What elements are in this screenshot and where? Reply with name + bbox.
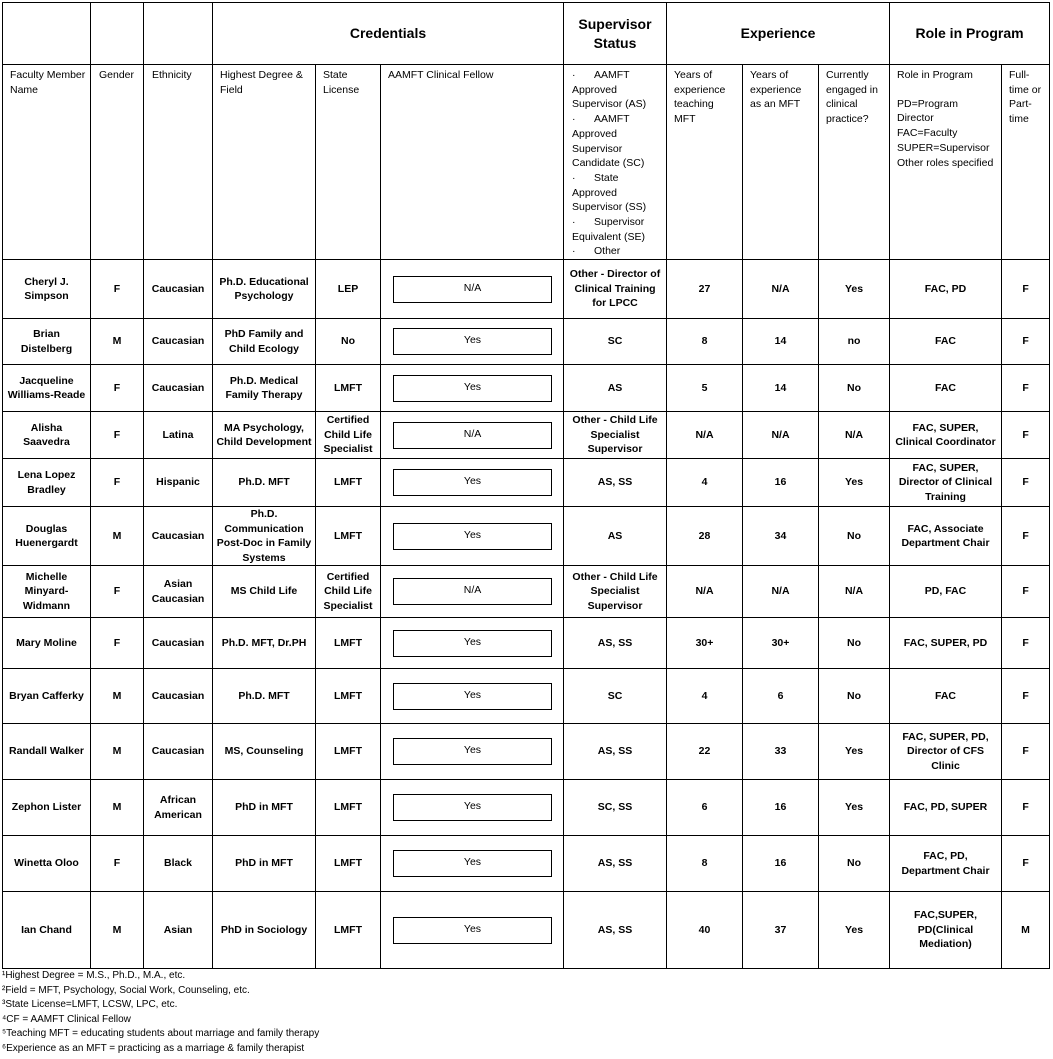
gender-cell: M: [91, 507, 144, 566]
faculty-name: Winetta Oloo: [3, 836, 91, 892]
years-mft-cell: 33: [743, 724, 819, 780]
years-mft-cell: N/A: [743, 412, 819, 459]
fulltime-cell: F: [1002, 412, 1050, 459]
clinical-fellow-cell: [381, 780, 564, 836]
ethnicity-cell: Latina: [144, 412, 213, 459]
years-teaching-cell: 8: [667, 836, 743, 892]
clinical-practice-cell: Yes: [819, 724, 890, 780]
clinical-fellow-cell: [381, 669, 564, 724]
license-cell: LMFT: [316, 459, 381, 507]
ethnicity-cell: Asian Caucasian: [144, 566, 213, 618]
fulltime-cell: F: [1002, 724, 1050, 780]
clinical-fellow-field[interactable]: Yes: [393, 469, 552, 496]
faculty-name: Jacqueline Williams-Reade: [3, 365, 91, 412]
clinical-fellow-field[interactable]: Yes: [393, 683, 552, 710]
role-cell: FAC, PD: [890, 260, 1002, 319]
col-role-header: Role in Program PD=Program Director FAC=Faculty SUPER=Supervisor Other roles specified: [890, 65, 1002, 260]
years-mft-cell: 14: [743, 365, 819, 412]
role-legend-item: SUPER=Supervisor: [897, 141, 990, 154]
table-row: [3, 412, 1050, 459]
clinical-fellow-field[interactable]: Yes: [393, 738, 552, 765]
clinical-practice-cell: No: [819, 507, 890, 566]
table-row: [3, 780, 1050, 836]
faculty-name: Mary Moline: [3, 618, 91, 669]
years-teaching-cell: N/A: [667, 412, 743, 459]
table-row: [3, 459, 1050, 507]
degree-cell: MS Child Life: [213, 566, 316, 618]
footnote: ⁶Experience as an MFT = practicing as a marriage & family therapist: [2, 1042, 305, 1054]
degree-cell: Ph.D. MFT: [213, 459, 316, 507]
clinical-fellow-cell: [381, 566, 564, 618]
supervisor-option: · Supervisor Equivalent (SE): [572, 216, 645, 243]
years-teaching-cell: 6: [667, 780, 743, 836]
clinical-fellow-cell: [381, 618, 564, 669]
supervisor-status-cell: AS: [564, 365, 667, 412]
clinical-practice-cell: N/A: [819, 412, 890, 459]
clinical-practice-cell: No: [819, 618, 890, 669]
table-row: [3, 669, 1050, 724]
years-teaching-cell: 40: [667, 892, 743, 969]
ethnicity-cell: Caucasian: [144, 507, 213, 566]
role-cell: FAC, PD, SUPER: [890, 780, 1002, 836]
clinical-fellow-field[interactable]: Yes: [393, 328, 552, 355]
clinical-fellow-field[interactable]: N/A: [393, 276, 552, 303]
supervisor-status-cell: Other - Child Life Specialist Supervisor: [564, 566, 667, 618]
years-mft-cell: 6: [743, 669, 819, 724]
clinical-practice-cell: no: [819, 319, 890, 365]
years-mft-cell: 34: [743, 507, 819, 566]
fulltime-cell: F: [1002, 780, 1050, 836]
clinical-fellow-cell: [381, 892, 564, 969]
ethnicity-cell: Caucasian: [144, 618, 213, 669]
col-ethnicity-header: Ethnicity: [144, 65, 213, 260]
supervisor-status-header: Supervisor Status: [564, 3, 667, 65]
faculty-name: Lena Lopez Bradley: [3, 459, 91, 507]
clinical-practice-cell: N/A: [819, 566, 890, 618]
degree-cell: PhD Family and Child Ecology: [213, 319, 316, 365]
ethnicity-cell: African American: [144, 780, 213, 836]
supervisor-status-cell: SC: [564, 319, 667, 365]
role-legend-item: FAC=Faculty: [897, 127, 958, 140]
clinical-fellow-cell: [381, 260, 564, 319]
clinical-fellow-cell: [381, 459, 564, 507]
years-teaching-cell: 28: [667, 507, 743, 566]
col-license-header: State License: [316, 65, 381, 260]
supervisor-status-cell: SC, SS: [564, 780, 667, 836]
fulltime-cell: M: [1002, 892, 1050, 969]
degree-cell: Ph.D. Communication Post-Doc in Family Systems: [213, 507, 316, 566]
degree-cell: MA Psychology, Child Development: [213, 412, 316, 459]
years-teaching-cell: 5: [667, 365, 743, 412]
clinical-fellow-cell: [381, 412, 564, 459]
faculty-name: Douglas Huenergardt: [3, 507, 91, 566]
role-cell: FAC: [890, 669, 1002, 724]
col-fulltime-header: Full-time or Part-time: [1002, 65, 1050, 260]
fulltime-cell: F: [1002, 260, 1050, 319]
footnotes: [2, 969, 319, 1057]
license-cell: LMFT: [316, 780, 381, 836]
fulltime-cell: F: [1002, 618, 1050, 669]
license-cell: No: [316, 319, 381, 365]
gender-cell: M: [91, 892, 144, 969]
table-row: [3, 319, 1050, 365]
clinical-fellow-cell: [381, 365, 564, 412]
supervisor-option: · AAMFT Approved Supervisor Candidate (SC): [572, 113, 645, 170]
role-cell: FAC: [890, 365, 1002, 412]
footnote: ²Field = MFT, Psychology, Social Work, Counseling, etc.: [2, 984, 250, 996]
fulltime-cell: F: [1002, 669, 1050, 724]
degree-cell: Ph.D. Educational Psychology: [213, 260, 316, 319]
years-teaching-cell: N/A: [667, 566, 743, 618]
role-cell: PD, FAC: [890, 566, 1002, 618]
degree-cell: PhD in MFT: [213, 780, 316, 836]
footnote: ¹Highest Degree = M.S., Ph.D., M.A., etc.: [2, 970, 186, 981]
license-cell: LMFT: [316, 365, 381, 412]
faculty-name: Michelle Minyard-Widmann: [3, 566, 91, 618]
degree-cell: MS, Counseling: [213, 724, 316, 780]
footnote: ⁵Teaching MFT = educating students about marriage and family therapy: [2, 1028, 320, 1040]
clinical-fellow-field[interactable]: Yes: [393, 523, 552, 550]
role-legend-item: PD=Program Director: [897, 97, 958, 125]
col-degree-header: Highest Degree & Field: [213, 65, 316, 260]
degree-cell: Ph.D. MFT, Dr.PH: [213, 618, 316, 669]
years-mft-cell: 30+: [743, 618, 819, 669]
supervisor-status-cell: Other - Director of Clinical Training for LPCC: [564, 260, 667, 319]
clinical-fellow-field[interactable]: Yes: [393, 794, 552, 821]
role-cell: FAC: [890, 319, 1002, 365]
role-cell: FAC, Associate Department Chair: [890, 507, 1002, 566]
col-years-mft-header: Years of experience as an MFT: [743, 65, 819, 260]
clinical-practice-cell: Yes: [819, 459, 890, 507]
clinical-fellow-field[interactable]: Yes: [393, 850, 552, 877]
role-cell: FAC, SUPER, Clinical Coordinator: [890, 412, 1002, 459]
supervisor-status-cell: AS, SS: [564, 618, 667, 669]
ethnicity-cell: Hispanic: [144, 459, 213, 507]
ethnicity-cell: Caucasian: [144, 260, 213, 319]
ethnicity-cell: Black: [144, 836, 213, 892]
fulltime-cell: F: [1002, 459, 1050, 507]
years-teaching-cell: 27: [667, 260, 743, 319]
clinical-practice-cell: Yes: [819, 780, 890, 836]
degree-cell: PhD in MFT: [213, 836, 316, 892]
gender-cell: M: [91, 780, 144, 836]
license-cell: Certified Child Life Specialist: [316, 566, 381, 618]
fulltime-cell: F: [1002, 365, 1050, 412]
degree-cell: Ph.D. Medical Family Therapy: [213, 365, 316, 412]
faculty-table: [2, 2, 1050, 969]
clinical-fellow-cell: [381, 319, 564, 365]
faculty-name: Bryan Cafferky: [3, 669, 91, 724]
supervisor-option: · Other: [572, 245, 621, 258]
years-mft-cell: 14: [743, 319, 819, 365]
gender-cell: F: [91, 365, 144, 412]
col-practice-header: Currently engaged in clinical practice?: [819, 65, 890, 260]
table-row: [3, 892, 1050, 969]
faculty-name: Ian Chand: [3, 892, 91, 969]
supervisor-option: · State Approved Supervisor (SS): [572, 171, 647, 214]
faculty-name: Randall Walker: [3, 724, 91, 780]
gender-cell: M: [91, 319, 144, 365]
years-teaching-cell: 4: [667, 669, 743, 724]
gender-cell: F: [91, 260, 144, 319]
role-cell: FAC, SUPER, PD, Director of CFS Clinic: [890, 724, 1002, 780]
role-cell: FAC, PD, Department Chair: [890, 836, 1002, 892]
license-cell: LMFT: [316, 618, 381, 669]
experience-header: Experience: [667, 3, 890, 65]
role-cell: FAC,SUPER, PD(Clinical Mediation): [890, 892, 1002, 969]
clinical-fellow-field[interactable]: N/A: [393, 578, 552, 605]
clinical-fellow-field[interactable]: N/A: [393, 422, 552, 449]
ethnicity-cell: Caucasian: [144, 319, 213, 365]
years-teaching-cell: 4: [667, 459, 743, 507]
table-row: [3, 724, 1050, 780]
license-cell: LMFT: [316, 836, 381, 892]
role-in-program-header: Role in Program: [890, 3, 1050, 65]
col-cf-header: AAMFT Clinical Fellow: [381, 65, 564, 260]
years-mft-cell: N/A: [743, 566, 819, 618]
supervisor-status-cell: AS, SS: [564, 836, 667, 892]
years-mft-cell: N/A: [743, 260, 819, 319]
fulltime-cell: F: [1002, 836, 1050, 892]
role-cell: FAC, SUPER, PD: [890, 618, 1002, 669]
faculty-name: Brian Distelberg: [3, 319, 91, 365]
clinical-practice-cell: No: [819, 669, 890, 724]
ethnicity-cell: Asian: [144, 892, 213, 969]
group-header-row: [3, 3, 1050, 65]
gender-cell: F: [91, 566, 144, 618]
table-row: [3, 566, 1050, 618]
years-mft-cell: 16: [743, 836, 819, 892]
supervisor-status-cell: Other - Child Life Specialist Supervisor: [564, 412, 667, 459]
clinical-fellow-cell: [381, 724, 564, 780]
faculty-name: Zephon Lister: [3, 780, 91, 836]
column-header-row: [3, 65, 1050, 260]
years-teaching-cell: 22: [667, 724, 743, 780]
fulltime-cell: F: [1002, 566, 1050, 618]
clinical-fellow-field[interactable]: Yes: [393, 630, 552, 657]
col-gender-header: Gender: [91, 65, 144, 260]
license-cell: LMFT: [316, 669, 381, 724]
fulltime-cell: F: [1002, 507, 1050, 566]
supervisor-status-cell: AS, SS: [564, 459, 667, 507]
gender-cell: F: [91, 618, 144, 669]
table-row: [3, 618, 1050, 669]
table-row: [3, 507, 1050, 566]
table-row: [3, 365, 1050, 412]
ethnicity-cell: Caucasian: [144, 669, 213, 724]
col-years-teaching-header: Years of experience teaching MFT: [667, 65, 743, 260]
table-row: [3, 836, 1050, 892]
clinical-practice-cell: No: [819, 836, 890, 892]
col-supervisor-header: [564, 65, 667, 260]
degree-cell: Ph.D. MFT: [213, 669, 316, 724]
clinical-fellow-cell: [381, 507, 564, 566]
footnote: ⁴CF = AAMFT Clinical Fellow: [2, 1013, 131, 1025]
faculty-name: Alisha Saavedra: [3, 412, 91, 459]
supervisor-status-cell: AS, SS: [564, 892, 667, 969]
faculty-name: Cheryl J. Simpson: [3, 260, 91, 319]
clinical-fellow-field[interactable]: Yes: [393, 375, 552, 402]
supervisor-status-cell: AS, SS: [564, 724, 667, 780]
credentials-header: Credentials: [213, 3, 564, 65]
degree-cell: PhD in Sociology: [213, 892, 316, 969]
license-cell: LMFT: [316, 892, 381, 969]
ethnicity-cell: Caucasian: [144, 724, 213, 780]
col-name-header: Faculty Member Name: [3, 65, 91, 260]
footnote: ³State License=LMFT, LCSW, LPC, etc.: [2, 999, 178, 1011]
clinical-practice-cell: Yes: [819, 260, 890, 319]
license-cell: LMFT: [316, 724, 381, 780]
license-cell: LMFT: [316, 507, 381, 566]
years-mft-cell: 16: [743, 459, 819, 507]
gender-cell: M: [91, 669, 144, 724]
role-legend-item: Other roles specified: [897, 156, 994, 169]
clinical-fellow-field[interactable]: Yes: [393, 917, 552, 944]
supervisor-status-cell: AS: [564, 507, 667, 566]
license-cell: LEP: [316, 260, 381, 319]
clinical-practice-cell: No: [819, 365, 890, 412]
clinical-practice-cell: Yes: [819, 892, 890, 969]
years-teaching-cell: 30+: [667, 618, 743, 669]
license-cell: Certified Child Life Specialist: [316, 412, 381, 459]
gender-cell: F: [91, 836, 144, 892]
clinical-fellow-cell: [381, 836, 564, 892]
gender-cell: F: [91, 412, 144, 459]
gender-cell: F: [91, 459, 144, 507]
years-mft-cell: 37: [743, 892, 819, 969]
supervisor-status-cell: SC: [564, 669, 667, 724]
supervisor-option: · AAMFT Approved Supervisor (AS): [572, 69, 647, 111]
years-teaching-cell: 8: [667, 319, 743, 365]
ethnicity-cell: Caucasian: [144, 365, 213, 412]
gender-cell: M: [91, 724, 144, 780]
fulltime-cell: F: [1002, 319, 1050, 365]
role-cell: FAC, SUPER, Director of Clinical Training: [890, 459, 1002, 507]
table-row: [3, 260, 1050, 319]
years-mft-cell: 16: [743, 780, 819, 836]
